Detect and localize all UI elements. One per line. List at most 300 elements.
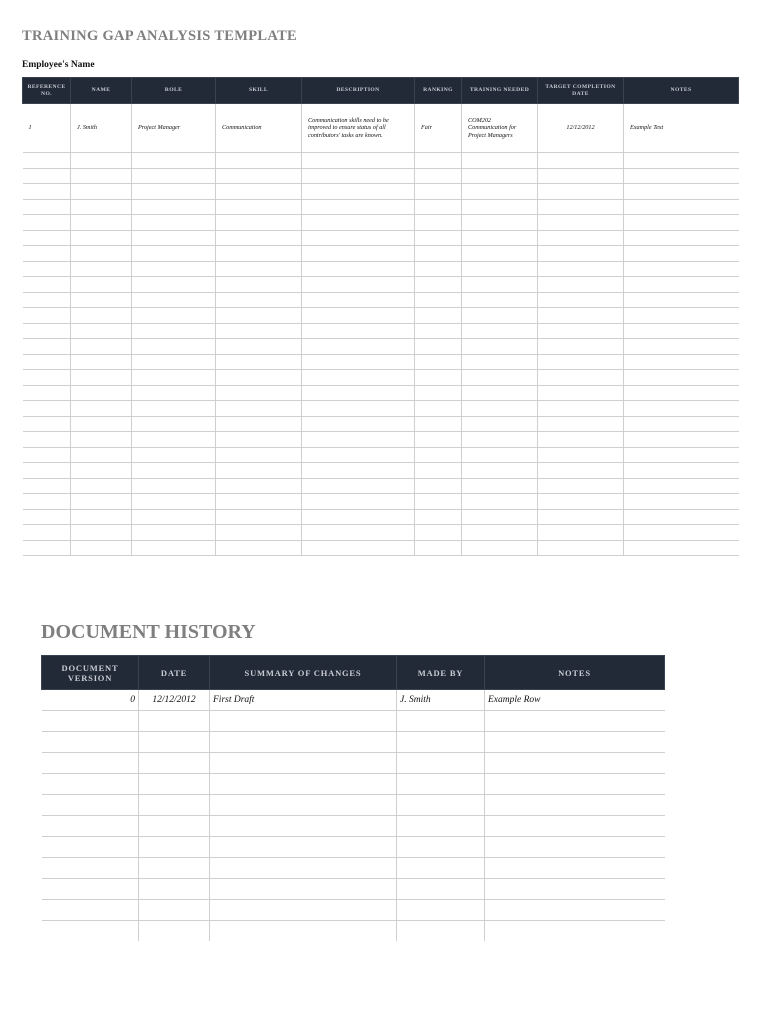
- empty-cell[interactable]: [415, 401, 462, 417]
- empty-cell[interactable]: [132, 199, 216, 215]
- empty-cell[interactable]: [397, 753, 485, 774]
- cell-name[interactable]: J. Smith: [71, 104, 132, 153]
- empty-cell[interactable]: [624, 401, 739, 417]
- empty-cell[interactable]: [42, 921, 139, 942]
- empty-cell[interactable]: [139, 711, 210, 732]
- cell-training-needed[interactable]: COM202 Communication for Project Managers: [462, 104, 538, 153]
- empty-cell[interactable]: [624, 509, 739, 525]
- empty-cell[interactable]: [624, 184, 739, 200]
- empty-cell[interactable]: [462, 478, 538, 494]
- empty-cell[interactable]: [485, 774, 665, 795]
- empty-cell[interactable]: [538, 246, 624, 262]
- empty-cell[interactable]: [302, 478, 415, 494]
- empty-cell[interactable]: [216, 416, 302, 432]
- empty-cell[interactable]: [415, 447, 462, 463]
- empty-cell[interactable]: [23, 168, 71, 184]
- empty-cell[interactable]: [302, 339, 415, 355]
- empty-cell[interactable]: [302, 308, 415, 324]
- empty-cell[interactable]: [538, 292, 624, 308]
- empty-cell[interactable]: [415, 540, 462, 556]
- empty-cell[interactable]: [23, 215, 71, 231]
- empty-cell[interactable]: [71, 370, 132, 386]
- empty-cell[interactable]: [302, 246, 415, 262]
- empty-cell[interactable]: [132, 215, 216, 231]
- empty-cell[interactable]: [462, 230, 538, 246]
- empty-cell[interactable]: [462, 277, 538, 293]
- empty-cell[interactable]: [210, 711, 397, 732]
- empty-cell[interactable]: [415, 168, 462, 184]
- empty-cell[interactable]: [624, 463, 739, 479]
- empty-cell[interactable]: [23, 153, 71, 169]
- empty-cell[interactable]: [624, 199, 739, 215]
- empty-cell[interactable]: [624, 354, 739, 370]
- empty-cell[interactable]: [132, 277, 216, 293]
- empty-cell[interactable]: [71, 246, 132, 262]
- empty-cell[interactable]: [216, 401, 302, 417]
- empty-cell[interactable]: [415, 385, 462, 401]
- empty-cell[interactable]: [216, 494, 302, 510]
- empty-cell[interactable]: [462, 432, 538, 448]
- empty-cell[interactable]: [624, 478, 739, 494]
- empty-cell[interactable]: [462, 494, 538, 510]
- empty-cell[interactable]: [538, 432, 624, 448]
- empty-cell[interactable]: [71, 385, 132, 401]
- empty-cell[interactable]: [462, 540, 538, 556]
- empty-cell[interactable]: [132, 478, 216, 494]
- empty-cell[interactable]: [415, 323, 462, 339]
- empty-cell[interactable]: [71, 416, 132, 432]
- cell-reference-no[interactable]: 1: [23, 104, 71, 153]
- empty-cell[interactable]: [415, 246, 462, 262]
- empty-cell[interactable]: [485, 711, 665, 732]
- empty-cell[interactable]: [397, 816, 485, 837]
- empty-cell[interactable]: [485, 900, 665, 921]
- empty-cell[interactable]: [71, 215, 132, 231]
- empty-cell[interactable]: [71, 199, 132, 215]
- empty-cell[interactable]: [210, 879, 397, 900]
- empty-cell[interactable]: [210, 921, 397, 942]
- empty-cell[interactable]: [71, 432, 132, 448]
- empty-cell[interactable]: [23, 463, 71, 479]
- empty-cell[interactable]: [132, 168, 216, 184]
- empty-cell[interactable]: [216, 339, 302, 355]
- empty-cell[interactable]: [42, 753, 139, 774]
- empty-cell[interactable]: [462, 354, 538, 370]
- empty-cell[interactable]: [139, 816, 210, 837]
- empty-cell[interactable]: [485, 753, 665, 774]
- empty-cell[interactable]: [415, 277, 462, 293]
- empty-cell[interactable]: [132, 261, 216, 277]
- empty-cell[interactable]: [624, 385, 739, 401]
- empty-cell[interactable]: [624, 370, 739, 386]
- empty-cell[interactable]: [23, 277, 71, 293]
- empty-cell[interactable]: [216, 261, 302, 277]
- empty-cell[interactable]: [216, 432, 302, 448]
- empty-cell[interactable]: [132, 416, 216, 432]
- empty-cell[interactable]: [415, 354, 462, 370]
- empty-cell[interactable]: [23, 354, 71, 370]
- empty-cell[interactable]: [624, 215, 739, 231]
- empty-cell[interactable]: [216, 525, 302, 541]
- empty-cell[interactable]: [415, 199, 462, 215]
- empty-cell[interactable]: [538, 308, 624, 324]
- empty-cell[interactable]: [462, 184, 538, 200]
- empty-cell[interactable]: [216, 292, 302, 308]
- empty-cell[interactable]: [302, 540, 415, 556]
- empty-cell[interactable]: [216, 370, 302, 386]
- empty-cell[interactable]: [132, 509, 216, 525]
- empty-cell[interactable]: [462, 153, 538, 169]
- empty-cell[interactable]: [132, 323, 216, 339]
- empty-cell[interactable]: [302, 277, 415, 293]
- empty-cell[interactable]: [71, 478, 132, 494]
- empty-cell[interactable]: [42, 732, 139, 753]
- empty-cell[interactable]: [23, 401, 71, 417]
- empty-cell[interactable]: [42, 900, 139, 921]
- empty-cell[interactable]: [139, 900, 210, 921]
- empty-cell[interactable]: [538, 184, 624, 200]
- empty-cell[interactable]: [139, 753, 210, 774]
- empty-cell[interactable]: [216, 168, 302, 184]
- empty-cell[interactable]: [397, 879, 485, 900]
- empty-cell[interactable]: [302, 509, 415, 525]
- empty-cell[interactable]: [132, 184, 216, 200]
- empty-cell[interactable]: [397, 795, 485, 816]
- empty-cell[interactable]: [415, 509, 462, 525]
- empty-cell[interactable]: [23, 370, 71, 386]
- empty-cell[interactable]: [71, 463, 132, 479]
- empty-cell[interactable]: [132, 354, 216, 370]
- empty-cell[interactable]: [132, 401, 216, 417]
- empty-cell[interactable]: [139, 858, 210, 879]
- empty-cell[interactable]: [415, 153, 462, 169]
- empty-cell[interactable]: [485, 837, 665, 858]
- cell-target-completion-date[interactable]: 12/12/2012: [538, 104, 624, 153]
- empty-cell[interactable]: [302, 401, 415, 417]
- empty-cell[interactable]: [132, 525, 216, 541]
- empty-cell[interactable]: [415, 184, 462, 200]
- empty-cell[interactable]: [216, 184, 302, 200]
- empty-cell[interactable]: [485, 732, 665, 753]
- empty-cell[interactable]: [397, 921, 485, 942]
- empty-cell[interactable]: [216, 230, 302, 246]
- empty-cell[interactable]: [302, 385, 415, 401]
- empty-cell[interactable]: [71, 447, 132, 463]
- empty-cell[interactable]: [216, 277, 302, 293]
- empty-cell[interactable]: [216, 385, 302, 401]
- cell-skill[interactable]: Communication: [216, 104, 302, 153]
- empty-cell[interactable]: [462, 246, 538, 262]
- empty-cell[interactable]: [538, 540, 624, 556]
- empty-cell[interactable]: [216, 447, 302, 463]
- empty-cell[interactable]: [42, 795, 139, 816]
- empty-cell[interactable]: [216, 199, 302, 215]
- empty-cell[interactable]: [302, 292, 415, 308]
- cell-summary-of-changes[interactable]: First Draft: [210, 690, 397, 711]
- empty-cell[interactable]: [71, 261, 132, 277]
- empty-cell[interactable]: [538, 261, 624, 277]
- empty-cell[interactable]: [538, 230, 624, 246]
- empty-cell[interactable]: [23, 292, 71, 308]
- empty-cell[interactable]: [210, 858, 397, 879]
- empty-cell[interactable]: [216, 509, 302, 525]
- empty-cell[interactable]: [42, 837, 139, 858]
- empty-cell[interactable]: [23, 494, 71, 510]
- empty-cell[interactable]: [216, 463, 302, 479]
- empty-cell[interactable]: [71, 153, 132, 169]
- empty-cell[interactable]: [132, 339, 216, 355]
- empty-cell[interactable]: [415, 339, 462, 355]
- empty-cell[interactable]: [216, 323, 302, 339]
- empty-cell[interactable]: [462, 385, 538, 401]
- empty-cell[interactable]: [462, 199, 538, 215]
- empty-cell[interactable]: [415, 230, 462, 246]
- empty-cell[interactable]: [538, 447, 624, 463]
- empty-cell[interactable]: [302, 323, 415, 339]
- empty-cell[interactable]: [132, 447, 216, 463]
- empty-cell[interactable]: [538, 277, 624, 293]
- empty-cell[interactable]: [624, 447, 739, 463]
- empty-cell[interactable]: [415, 478, 462, 494]
- empty-cell[interactable]: [71, 540, 132, 556]
- empty-cell[interactable]: [462, 509, 538, 525]
- empty-cell[interactable]: [23, 478, 71, 494]
- empty-cell[interactable]: [302, 215, 415, 231]
- empty-cell[interactable]: [210, 900, 397, 921]
- empty-cell[interactable]: [538, 354, 624, 370]
- empty-cell[interactable]: [23, 184, 71, 200]
- empty-cell[interactable]: [132, 246, 216, 262]
- empty-cell[interactable]: [538, 509, 624, 525]
- empty-cell[interactable]: [302, 463, 415, 479]
- empty-cell[interactable]: [415, 463, 462, 479]
- empty-cell[interactable]: [624, 230, 739, 246]
- empty-cell[interactable]: [71, 230, 132, 246]
- empty-cell[interactable]: [624, 525, 739, 541]
- empty-cell[interactable]: [302, 494, 415, 510]
- empty-cell[interactable]: [139, 921, 210, 942]
- empty-cell[interactable]: [302, 153, 415, 169]
- empty-cell[interactable]: [216, 478, 302, 494]
- empty-cell[interactable]: [624, 292, 739, 308]
- empty-cell[interactable]: [132, 230, 216, 246]
- empty-cell[interactable]: [624, 261, 739, 277]
- empty-cell[interactable]: [132, 385, 216, 401]
- empty-cell[interactable]: [71, 354, 132, 370]
- empty-cell[interactable]: [624, 168, 739, 184]
- empty-cell[interactable]: [23, 261, 71, 277]
- empty-cell[interactable]: [23, 432, 71, 448]
- empty-cell[interactable]: [42, 774, 139, 795]
- empty-cell[interactable]: [624, 494, 739, 510]
- empty-cell[interactable]: [139, 795, 210, 816]
- empty-cell[interactable]: [132, 463, 216, 479]
- empty-cell[interactable]: [485, 816, 665, 837]
- empty-cell[interactable]: [397, 711, 485, 732]
- empty-cell[interactable]: [139, 732, 210, 753]
- empty-cell[interactable]: [302, 416, 415, 432]
- empty-cell[interactable]: [132, 494, 216, 510]
- empty-cell[interactable]: [23, 339, 71, 355]
- empty-cell[interactable]: [415, 416, 462, 432]
- empty-cell[interactable]: [624, 432, 739, 448]
- empty-cell[interactable]: [42, 711, 139, 732]
- empty-cell[interactable]: [23, 447, 71, 463]
- empty-cell[interactable]: [538, 153, 624, 169]
- empty-cell[interactable]: [397, 732, 485, 753]
- empty-cell[interactable]: [71, 184, 132, 200]
- cell-description[interactable]: Communication skills need to be improved to ensure status of all contributors' tasks are known.: [302, 104, 415, 153]
- empty-cell[interactable]: [485, 858, 665, 879]
- empty-cell[interactable]: [462, 447, 538, 463]
- empty-cell[interactable]: [210, 816, 397, 837]
- empty-cell[interactable]: [42, 858, 139, 879]
- empty-cell[interactable]: [216, 354, 302, 370]
- empty-cell[interactable]: [624, 323, 739, 339]
- empty-cell[interactable]: [216, 246, 302, 262]
- empty-cell[interactable]: [302, 354, 415, 370]
- empty-cell[interactable]: [485, 879, 665, 900]
- empty-cell[interactable]: [302, 261, 415, 277]
- empty-cell[interactable]: [462, 463, 538, 479]
- empty-cell[interactable]: [538, 323, 624, 339]
- empty-cell[interactable]: [139, 774, 210, 795]
- empty-cell[interactable]: [415, 525, 462, 541]
- empty-cell[interactable]: [302, 447, 415, 463]
- empty-cell[interactable]: [216, 540, 302, 556]
- empty-cell[interactable]: [23, 416, 71, 432]
- empty-cell[interactable]: [538, 215, 624, 231]
- empty-cell[interactable]: [462, 416, 538, 432]
- empty-cell[interactable]: [210, 753, 397, 774]
- cell-notes[interactable]: Example Text: [624, 104, 739, 153]
- empty-cell[interactable]: [397, 774, 485, 795]
- empty-cell[interactable]: [23, 385, 71, 401]
- empty-cell[interactable]: [415, 432, 462, 448]
- empty-cell[interactable]: [624, 416, 739, 432]
- empty-cell[interactable]: [538, 478, 624, 494]
- empty-cell[interactable]: [132, 308, 216, 324]
- empty-cell[interactable]: [538, 416, 624, 432]
- empty-cell[interactable]: [23, 246, 71, 262]
- empty-cell[interactable]: [538, 339, 624, 355]
- empty-cell[interactable]: [42, 816, 139, 837]
- empty-cell[interactable]: [624, 153, 739, 169]
- empty-cell[interactable]: [415, 215, 462, 231]
- empty-cell[interactable]: [302, 432, 415, 448]
- empty-cell[interactable]: [462, 339, 538, 355]
- empty-cell[interactable]: [538, 370, 624, 386]
- empty-cell[interactable]: [538, 199, 624, 215]
- empty-cell[interactable]: [216, 308, 302, 324]
- empty-cell[interactable]: [538, 463, 624, 479]
- empty-cell[interactable]: [71, 509, 132, 525]
- empty-cell[interactable]: [71, 494, 132, 510]
- empty-cell[interactable]: [132, 432, 216, 448]
- empty-cell[interactable]: [132, 540, 216, 556]
- empty-cell[interactable]: [302, 370, 415, 386]
- cell-role[interactable]: Project Manager: [132, 104, 216, 153]
- empty-cell[interactable]: [462, 401, 538, 417]
- empty-cell[interactable]: [302, 199, 415, 215]
- empty-cell[interactable]: [42, 879, 139, 900]
- empty-cell[interactable]: [538, 401, 624, 417]
- empty-cell[interactable]: [415, 494, 462, 510]
- empty-cell[interactable]: [415, 292, 462, 308]
- empty-cell[interactable]: [485, 795, 665, 816]
- empty-cell[interactable]: [71, 525, 132, 541]
- empty-cell[interactable]: [538, 385, 624, 401]
- empty-cell[interactable]: [415, 308, 462, 324]
- cell-made-by[interactable]: J. Smith: [397, 690, 485, 711]
- empty-cell[interactable]: [397, 837, 485, 858]
- empty-cell[interactable]: [302, 230, 415, 246]
- empty-cell[interactable]: [71, 401, 132, 417]
- empty-cell[interactable]: [538, 168, 624, 184]
- empty-cell[interactable]: [415, 261, 462, 277]
- empty-cell[interactable]: [132, 292, 216, 308]
- empty-cell[interactable]: [624, 277, 739, 293]
- empty-cell[interactable]: [624, 246, 739, 262]
- empty-cell[interactable]: [397, 858, 485, 879]
- empty-cell[interactable]: [462, 308, 538, 324]
- empty-cell[interactable]: [210, 837, 397, 858]
- empty-cell[interactable]: [71, 292, 132, 308]
- empty-cell[interactable]: [23, 525, 71, 541]
- empty-cell[interactable]: [462, 261, 538, 277]
- empty-cell[interactable]: [624, 339, 739, 355]
- empty-cell[interactable]: [23, 308, 71, 324]
- empty-cell[interactable]: [71, 323, 132, 339]
- empty-cell[interactable]: [71, 308, 132, 324]
- empty-cell[interactable]: [132, 153, 216, 169]
- empty-cell[interactable]: [624, 308, 739, 324]
- empty-cell[interactable]: [23, 323, 71, 339]
- empty-cell[interactable]: [302, 525, 415, 541]
- empty-cell[interactable]: [23, 509, 71, 525]
- empty-cell[interactable]: [462, 525, 538, 541]
- empty-cell[interactable]: [71, 168, 132, 184]
- empty-cell[interactable]: [210, 732, 397, 753]
- empty-cell[interactable]: [132, 370, 216, 386]
- empty-cell[interactable]: [462, 370, 538, 386]
- empty-cell[interactable]: [462, 323, 538, 339]
- empty-cell[interactable]: [462, 215, 538, 231]
- empty-cell[interactable]: [462, 292, 538, 308]
- empty-cell[interactable]: [139, 837, 210, 858]
- cell-date[interactable]: 12/12/2012: [139, 690, 210, 711]
- empty-cell[interactable]: [397, 900, 485, 921]
- empty-cell[interactable]: [462, 168, 538, 184]
- empty-cell[interactable]: [302, 168, 415, 184]
- empty-cell[interactable]: [624, 540, 739, 556]
- empty-cell[interactable]: [139, 879, 210, 900]
- empty-cell[interactable]: [216, 215, 302, 231]
- empty-cell[interactable]: [216, 153, 302, 169]
- empty-cell[interactable]: [485, 921, 665, 942]
- empty-cell[interactable]: [415, 370, 462, 386]
- empty-cell[interactable]: [23, 540, 71, 556]
- empty-cell[interactable]: [23, 230, 71, 246]
- empty-cell[interactable]: [71, 277, 132, 293]
- empty-cell[interactable]: [538, 525, 624, 541]
- empty-cell[interactable]: [210, 795, 397, 816]
- empty-cell[interactable]: [302, 184, 415, 200]
- empty-cell[interactable]: [71, 339, 132, 355]
- empty-cell[interactable]: [210, 774, 397, 795]
- cell-history-notes[interactable]: Example Row: [485, 690, 665, 711]
- cell-ranking[interactable]: Fair: [415, 104, 462, 153]
